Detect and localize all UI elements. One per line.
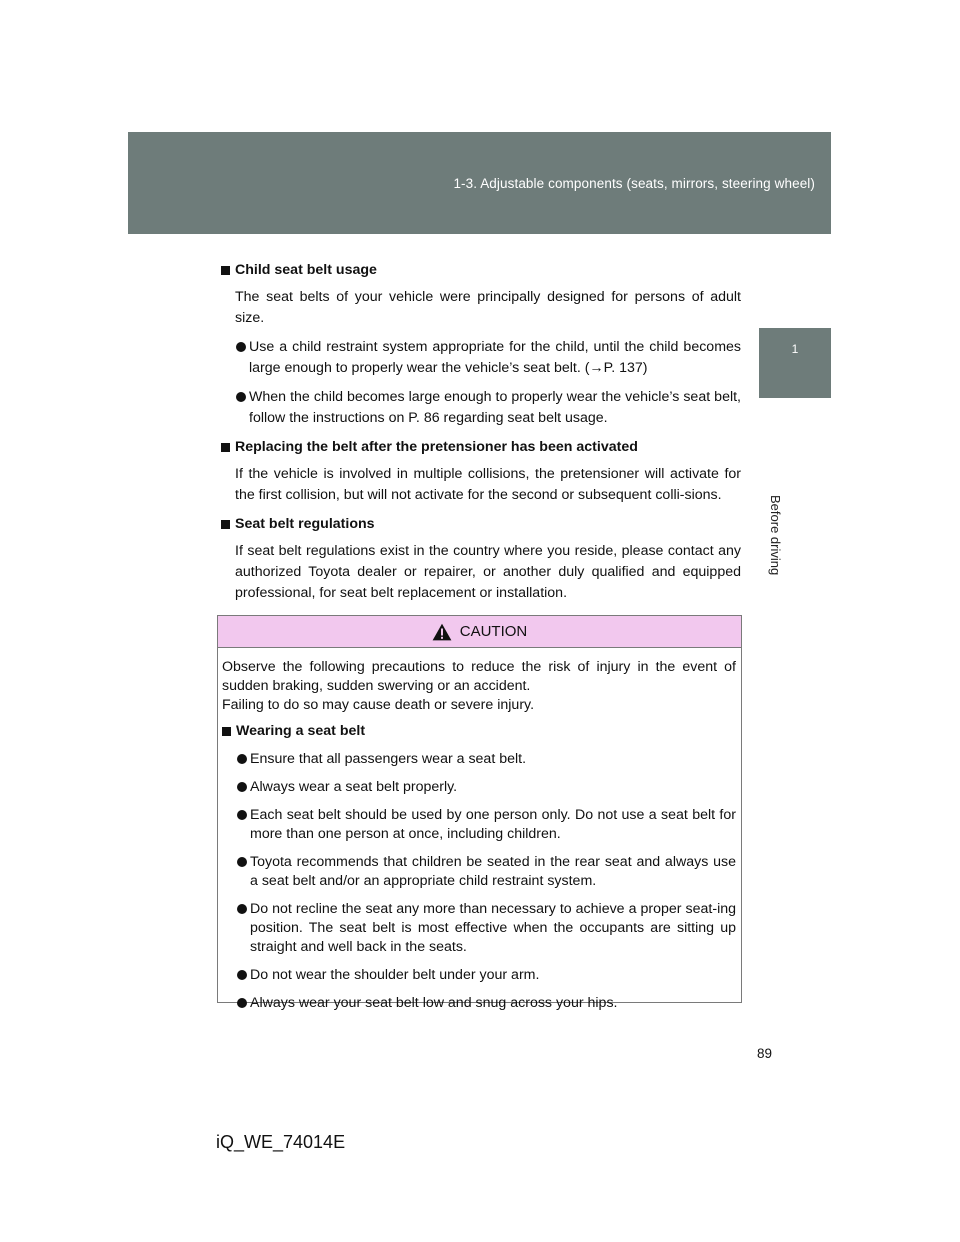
square-bullet-icon (221, 266, 230, 275)
warning-triangle-icon (432, 623, 452, 641)
list-item (250, 853, 736, 891)
heading-text: Child seat belt usage (235, 262, 377, 278)
circle-bullet-icon (237, 857, 247, 867)
chapter-label: Before driving (768, 495, 783, 576)
list-item-text: Each seat belt should be used by one person only. Do not use a seat belt for more than one person at once, including children. (250, 807, 736, 842)
list-item (250, 750, 736, 769)
circle-bullet-icon (237, 810, 247, 820)
circle-bullet-icon (237, 782, 247, 792)
list-item (250, 806, 736, 844)
square-bullet-icon (221, 520, 230, 529)
list-item-text: Always wear a seat belt properly. (250, 779, 458, 795)
paragraph: If the vehicle is involved in multiple collisions, the pretensioner will activate for the first collision, but will not activate for the second or subsequent colli-sions. (235, 466, 741, 503)
caution-box (217, 615, 742, 1011)
caution-intro-text: Failing to do so may cause death or severe injury. (222, 697, 535, 713)
chapter-label-container (768, 408, 796, 576)
circle-bullet-icon (237, 970, 247, 980)
caution-header (218, 616, 741, 648)
list-item-text: Always wear your seat belt low and snug across your hips. (250, 995, 618, 1011)
caution-title: CAUTION (459, 623, 528, 640)
circle-bullet-icon (237, 998, 247, 1008)
chapter-number: 1 (791, 342, 799, 356)
caution-intro (222, 658, 736, 715)
heading-text: Seat belt regulations (235, 516, 375, 532)
square-bullet-icon (222, 727, 231, 736)
paragraph: If seat belt regulations exist in the country where you reside, please contact any authorized Toyota dealer or repairer, or another duly qualified and equipped professional, for seat belt replacement or installation. (235, 543, 741, 601)
list-item (249, 387, 741, 429)
heading-text: Wearing a seat belt (236, 723, 366, 739)
list-item (250, 994, 736, 1013)
document-code: iQ_WE_74014E (216, 1132, 346, 1152)
chapter-tab (759, 328, 831, 398)
list-item (250, 900, 736, 957)
main-content (221, 260, 741, 612)
circle-bullet-icon (236, 392, 246, 402)
list-item (250, 778, 736, 797)
list-item-text: Ensure that all passengers wear a seat belt. (250, 751, 527, 767)
section-heading (221, 437, 741, 458)
caution-heading (222, 722, 736, 741)
list-item-text: Do not wear the shoulder belt under your arm. (250, 967, 540, 983)
list-item-text: Toyota recommends that children be seated in the rear seat and always use a seat belt and/or an appropriate child restraint system. (250, 854, 736, 889)
circle-bullet-icon (236, 342, 246, 352)
circle-bullet-icon (237, 904, 247, 914)
circle-bullet-icon (237, 754, 247, 764)
page-number: 89 (756, 1046, 772, 1061)
caution-body (218, 648, 741, 1013)
list-item (249, 337, 741, 379)
section-title: 1-3. Adjustable components (seats, mirrors, steering wheel) (453, 176, 815, 191)
section-heading (221, 260, 741, 281)
list-item-text: Use a child restraint system appropriate for the child, until the child becomes large enough to properly wear the vehicle’s seat belt. (→P. 137) (249, 339, 741, 376)
caution-intro-text: Observe the following precautions to reduce the risk of injury in the event of sudden braking, sudden swerving or an accident. (222, 659, 736, 694)
list-item (250, 966, 736, 985)
section-heading (221, 514, 741, 535)
list-item-text: When the child becomes large enough to properly wear the vehicle’s seat belt, follow the instructions on P. 86 regarding seat belt usage. (249, 389, 741, 426)
paragraph: The seat belts of your vehicle were principally designed for persons of adult size. (235, 289, 741, 326)
heading-text: Replacing the belt after the pretensioner has been activated (235, 439, 638, 455)
list-item-text: Do not recline the seat any more than necessary to achieve a proper seat-ing position. The seat belt is most effective when the occupants are sitting up straight and well back in the seats. (250, 901, 736, 955)
square-bullet-icon (221, 443, 230, 452)
header-band (128, 132, 831, 234)
